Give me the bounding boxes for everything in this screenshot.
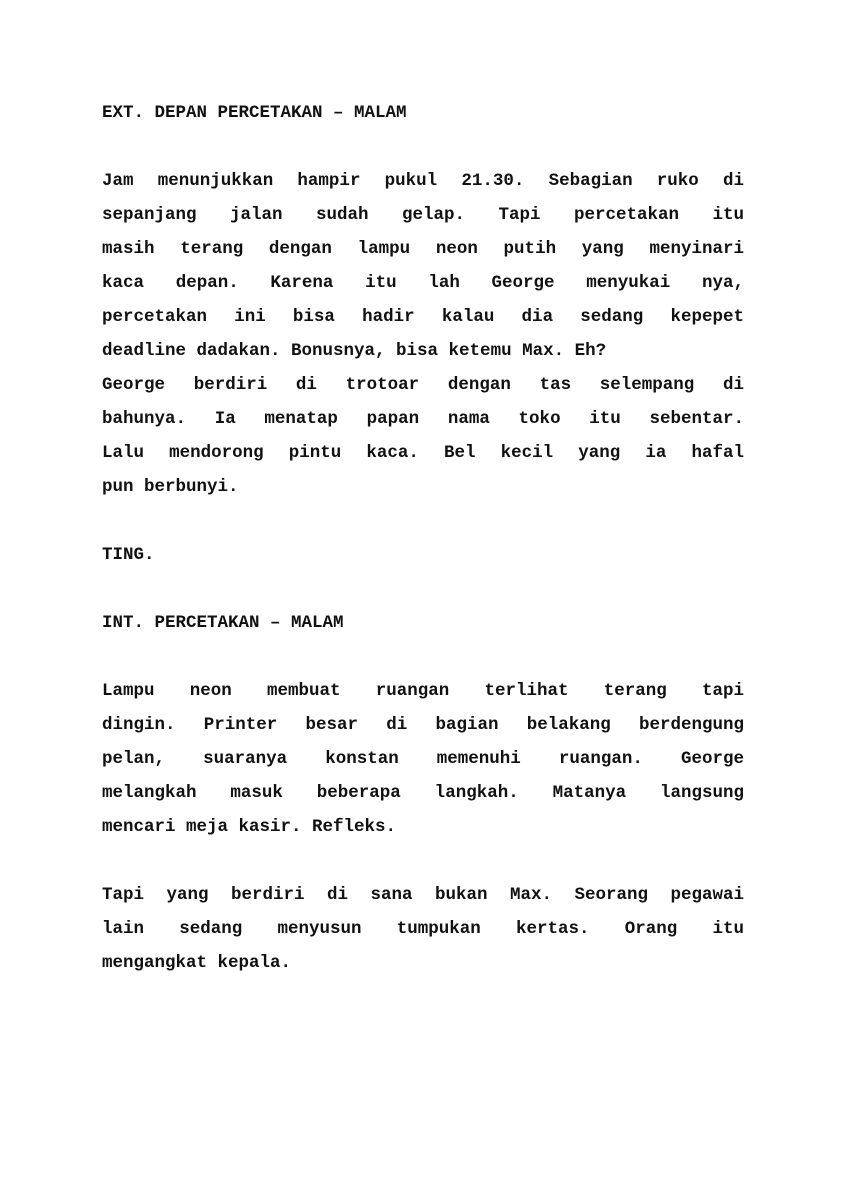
action-line: mencari meja kasir. Refleks.: [102, 817, 397, 837]
action-line: melangkah masuk beberapa langkah. Matanya langsung: [102, 783, 744, 803]
action-line: pun berbunyi.: [102, 477, 239, 497]
scene-heading-int: INT. PERCETAKAN – MALAM: [102, 613, 344, 633]
action-line: bahunya. Ia menatap papan nama toko itu sebentar.: [102, 409, 744, 429]
sound-effect: TING.: [102, 545, 155, 565]
action-line: George berdiri di trotoar dengan tas selempang di: [102, 375, 744, 395]
action-line: masih terang dengan lampu neon putih yang menyinari: [102, 239, 744, 259]
action-line: dingin. Printer besar di bagian belakang berdengung: [102, 715, 744, 735]
action-paragraph-3: [102, 878, 744, 980]
script-content: [102, 96, 744, 1014]
action-line: lain sedang menyusun tumpukan kertas. Orang itu: [102, 919, 744, 939]
action-line: pelan, suaranya konstan memenuhi ruangan. George: [102, 749, 744, 769]
scene-heading-ext: EXT. DEPAN PERCETAKAN – MALAM: [102, 103, 407, 123]
action-line: Lalu mendorong pintu kaca. Bel kecil yang ia hafal: [102, 443, 744, 463]
action-paragraph-2: [102, 674, 744, 844]
action-paragraph-1: [102, 164, 744, 504]
action-line: kaca depan. Karena itu lah George menyukai nya,: [102, 273, 744, 293]
action-line: Lampu neon membuat ruangan terlihat terang tapi: [102, 681, 744, 701]
action-line: mengangkat kepala.: [102, 953, 292, 973]
action-line: Jam menunjukkan hampir pukul 21.30. Sebagian ruko di: [102, 171, 744, 191]
action-line: sepanjang jalan sudah gelap. Tapi percetakan itu: [102, 205, 744, 225]
action-line: deadline dadakan. Bonusnya, bisa ketemu Max. Eh?: [102, 341, 607, 361]
action-line: Tapi yang berdiri di sana bukan Max. Seorang pegawai: [102, 885, 744, 905]
action-line: percetakan ini bisa hadir kalau dia sedang kepepet: [102, 307, 744, 327]
